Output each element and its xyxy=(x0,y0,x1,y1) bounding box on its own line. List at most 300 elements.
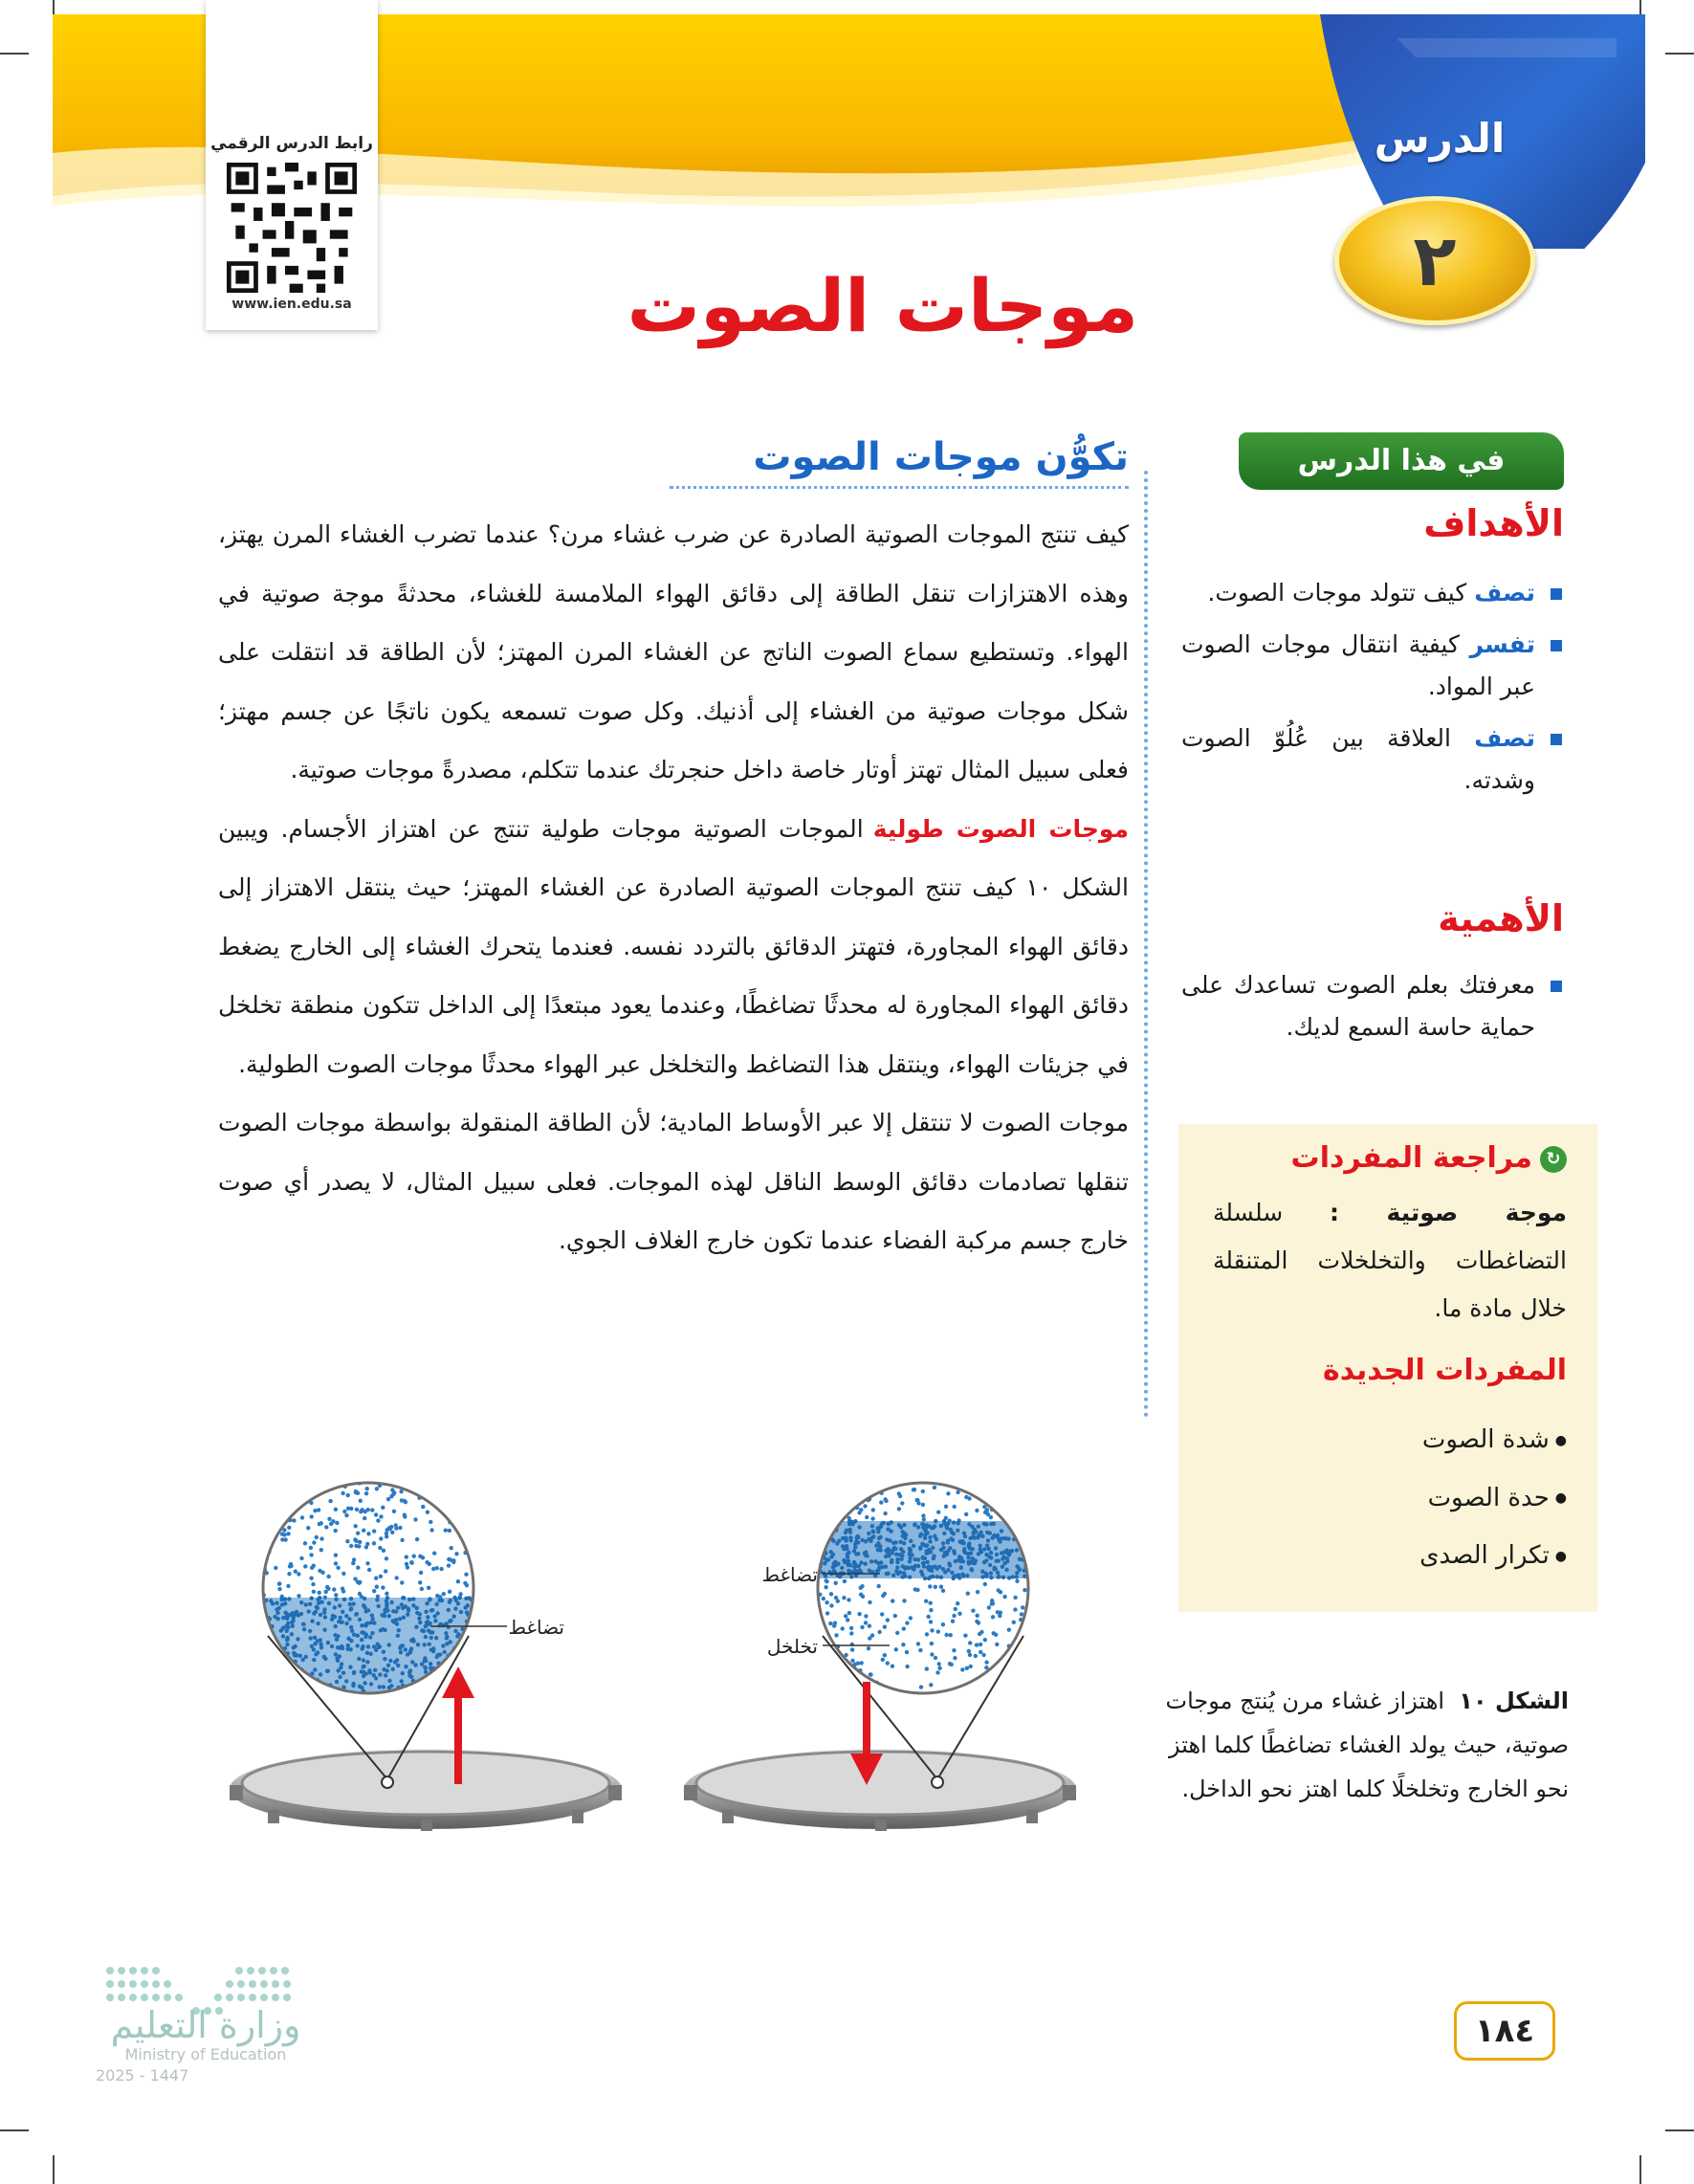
air-particle xyxy=(399,1650,403,1654)
air-particle xyxy=(278,1497,282,1501)
air-particle xyxy=(416,1689,420,1693)
air-particle xyxy=(870,1524,874,1528)
air-particle xyxy=(847,1498,850,1502)
air-particle xyxy=(282,1670,286,1674)
air-particle xyxy=(824,1585,827,1589)
air-particle xyxy=(880,1612,884,1616)
air-particle xyxy=(319,1600,323,1604)
air-particle xyxy=(374,1512,378,1516)
air-particle xyxy=(372,1529,376,1533)
new-vocab-heading: المفردات الجديدة xyxy=(1323,1354,1567,1387)
air-particle xyxy=(465,1610,469,1614)
air-particle xyxy=(435,1655,439,1659)
drum-left xyxy=(230,1749,622,1831)
air-particle xyxy=(968,1641,972,1644)
air-particle xyxy=(268,1686,272,1689)
air-particle xyxy=(982,1522,986,1526)
air-particle xyxy=(942,1555,946,1558)
air-particle xyxy=(336,1566,340,1570)
air-particle xyxy=(1025,1535,1029,1539)
air-particle xyxy=(424,1610,428,1614)
air-particle xyxy=(319,1536,323,1540)
ministry-year: 2025 - 1447 xyxy=(96,2066,189,2085)
air-particle xyxy=(365,1487,369,1490)
air-particle xyxy=(364,1491,368,1495)
air-particle xyxy=(889,1530,892,1533)
air-particle xyxy=(303,1686,307,1689)
air-particle xyxy=(346,1637,350,1641)
air-particle xyxy=(362,1665,365,1668)
air-particle xyxy=(975,1620,979,1623)
air-particle xyxy=(848,1538,852,1542)
air-particle xyxy=(925,1666,929,1670)
air-particle xyxy=(444,1529,448,1533)
air-particle xyxy=(953,1552,957,1555)
air-particle xyxy=(470,1685,473,1688)
air-particle xyxy=(354,1490,358,1494)
air-particle xyxy=(261,1536,265,1540)
air-particle xyxy=(286,1532,290,1535)
air-particle xyxy=(284,1680,288,1684)
air-particle xyxy=(820,1544,824,1548)
air-particle xyxy=(925,1543,929,1547)
air-particle xyxy=(334,1561,338,1565)
importance-text: معرفتك بعلم الصوت تساعدك على حماية حاسة السمع لديك. xyxy=(1181,971,1535,1041)
air-particle xyxy=(363,1681,366,1685)
qr-code[interactable] xyxy=(227,163,357,293)
air-particle xyxy=(937,1666,941,1670)
air-particle xyxy=(332,1587,336,1591)
air-particle xyxy=(362,1603,365,1607)
air-particle xyxy=(441,1644,445,1647)
air-particle xyxy=(829,1485,833,1489)
air-particle xyxy=(897,1491,901,1495)
air-particle xyxy=(946,1568,950,1572)
vocab-definition-text: سلسلة التضاغطات والتخلخلات المتنقلة خلال مادة ما. xyxy=(1213,1199,1567,1322)
air-particle xyxy=(464,1605,468,1609)
air-particle xyxy=(895,1560,899,1564)
air-particle xyxy=(858,1568,862,1572)
air-particle xyxy=(298,1487,302,1490)
air-particle xyxy=(365,1651,369,1655)
air-particle xyxy=(461,1667,465,1671)
air-particle xyxy=(916,1525,920,1529)
air-particle xyxy=(966,1544,970,1548)
air-particle xyxy=(921,1489,925,1493)
air-particle xyxy=(1019,1533,1023,1536)
air-particle xyxy=(970,1568,974,1572)
air-particle xyxy=(922,1517,926,1521)
air-particle xyxy=(319,1645,323,1649)
air-particle xyxy=(428,1597,431,1600)
air-particle xyxy=(898,1570,902,1574)
air-particle xyxy=(322,1628,326,1632)
air-particle xyxy=(344,1621,348,1625)
air-particle xyxy=(399,1482,403,1486)
air-particle xyxy=(390,1488,394,1491)
air-particle xyxy=(885,1537,889,1541)
air-particle xyxy=(378,1672,382,1676)
air-particle xyxy=(456,1579,460,1583)
air-particle xyxy=(942,1532,946,1535)
air-particle xyxy=(1019,1535,1023,1539)
air-particle xyxy=(324,1525,328,1529)
air-particle xyxy=(941,1589,945,1593)
air-particle xyxy=(275,1654,278,1658)
air-particle xyxy=(876,1548,880,1552)
air-particle xyxy=(429,1630,432,1634)
objective-item xyxy=(1181,572,1564,614)
air-particle xyxy=(458,1596,462,1599)
air-particle xyxy=(1023,1543,1027,1547)
air-particle xyxy=(905,1665,909,1668)
air-particle xyxy=(971,1609,975,1613)
air-particle xyxy=(401,1606,405,1610)
air-particle xyxy=(869,1672,872,1676)
air-particle xyxy=(280,1533,284,1536)
air-particle xyxy=(363,1597,366,1600)
air-particle xyxy=(424,1635,428,1639)
air-particle xyxy=(430,1608,434,1612)
air-particle xyxy=(277,1606,281,1610)
air-particle xyxy=(310,1597,314,1600)
air-particle xyxy=(951,1620,955,1623)
air-particle xyxy=(356,1644,360,1647)
air-particle xyxy=(278,1483,282,1487)
air-particle xyxy=(372,1541,376,1545)
air-particle xyxy=(377,1645,381,1649)
air-particle xyxy=(847,1482,851,1486)
air-particle xyxy=(1002,1561,1006,1565)
new-vocab-item: ● تكرار الصدى xyxy=(1419,1527,1567,1585)
air-particle xyxy=(273,1615,276,1619)
air-particle xyxy=(847,1522,851,1526)
air-particle xyxy=(997,1558,1001,1562)
air-particle xyxy=(272,1523,275,1527)
air-particle xyxy=(461,1515,465,1519)
air-particle xyxy=(287,1572,291,1576)
air-particle xyxy=(1015,1548,1019,1552)
air-particle xyxy=(349,1597,353,1600)
air-particle xyxy=(1021,1605,1024,1609)
air-particle xyxy=(983,1638,987,1642)
air-particle xyxy=(876,1530,880,1533)
air-particle xyxy=(280,1598,284,1601)
air-particle xyxy=(991,1615,995,1619)
air-particle xyxy=(833,1621,837,1625)
air-particle xyxy=(385,1604,388,1608)
air-particle xyxy=(356,1532,360,1535)
air-particle xyxy=(266,1675,270,1679)
air-particle xyxy=(435,1594,439,1598)
air-particle xyxy=(875,1689,879,1693)
air-particle xyxy=(850,1647,854,1651)
air-particle xyxy=(470,1637,473,1641)
air-particle xyxy=(330,1644,334,1648)
air-particle xyxy=(408,1650,412,1654)
air-particle xyxy=(456,1632,460,1636)
air-particle xyxy=(996,1494,1000,1498)
air-particle xyxy=(991,1483,995,1487)
air-particle xyxy=(1023,1588,1026,1592)
air-particle xyxy=(890,1560,893,1564)
air-particle xyxy=(927,1568,931,1572)
air-particle xyxy=(975,1643,979,1646)
air-particle xyxy=(842,1504,846,1508)
air-particle xyxy=(358,1580,362,1584)
air-particle xyxy=(433,1619,437,1622)
air-particle xyxy=(365,1660,369,1664)
air-particle xyxy=(411,1597,415,1600)
air-particle xyxy=(944,1633,948,1637)
air-particle xyxy=(930,1652,934,1656)
air-particle xyxy=(383,1657,386,1661)
air-particle xyxy=(279,1499,283,1503)
air-particle xyxy=(857,1612,861,1616)
air-particle xyxy=(319,1685,322,1688)
air-particle xyxy=(311,1582,315,1586)
air-particle xyxy=(882,1483,886,1487)
air-particle xyxy=(445,1642,449,1645)
figure-caption-label: الشكل ١٠ xyxy=(1459,1688,1569,1714)
air-particle xyxy=(405,1562,408,1566)
air-particle xyxy=(420,1628,424,1632)
air-particle xyxy=(834,1563,838,1567)
importance-item xyxy=(1181,964,1564,1048)
air-particle xyxy=(363,1510,367,1513)
air-particle xyxy=(853,1569,857,1573)
air-particle xyxy=(849,1575,853,1578)
air-particle xyxy=(934,1656,937,1660)
air-particle xyxy=(287,1669,291,1673)
air-particle xyxy=(986,1538,990,1542)
air-particle xyxy=(909,1616,913,1620)
air-particle xyxy=(1025,1550,1029,1554)
air-particle xyxy=(454,1552,458,1555)
air-particle xyxy=(327,1517,331,1521)
air-particle xyxy=(857,1685,861,1688)
air-particle xyxy=(439,1567,443,1571)
air-particle xyxy=(1016,1533,1020,1536)
air-particle xyxy=(828,1522,832,1526)
air-particle xyxy=(394,1526,398,1530)
air-particle xyxy=(923,1577,927,1580)
air-particle xyxy=(863,1504,867,1508)
air-particle xyxy=(939,1585,943,1589)
air-particle xyxy=(282,1684,286,1688)
air-particle xyxy=(1012,1689,1016,1693)
air-particle xyxy=(350,1629,354,1633)
air-particle xyxy=(984,1509,988,1512)
air-particle xyxy=(319,1521,323,1525)
air-particle xyxy=(322,1610,326,1614)
bullet-square-icon xyxy=(1551,981,1562,992)
page-number: ١٨٤ xyxy=(1454,2001,1555,2061)
air-particle xyxy=(848,1531,852,1534)
air-particle xyxy=(353,1537,357,1541)
objectives-heading: الأهداف xyxy=(1423,502,1564,544)
air-particle xyxy=(372,1621,376,1624)
air-particle xyxy=(902,1523,906,1527)
bullet-square-icon xyxy=(1551,640,1562,651)
air-particle xyxy=(400,1538,404,1542)
air-particle xyxy=(323,1657,327,1661)
air-particle xyxy=(344,1614,348,1618)
air-particle xyxy=(949,1536,953,1540)
air-particle xyxy=(411,1639,415,1643)
air-particle xyxy=(985,1543,989,1547)
air-particle xyxy=(891,1665,894,1668)
air-particle xyxy=(935,1670,939,1674)
air-particle xyxy=(969,1552,973,1555)
air-particle xyxy=(864,1562,868,1566)
air-particle xyxy=(299,1612,303,1616)
air-particle xyxy=(425,1684,429,1688)
air-particle xyxy=(982,1547,986,1551)
air-particle xyxy=(407,1598,411,1601)
air-particle xyxy=(893,1614,897,1618)
air-particle xyxy=(410,1689,414,1693)
air-particle xyxy=(913,1587,917,1591)
air-particle xyxy=(913,1522,916,1526)
air-particle xyxy=(393,1660,397,1664)
air-particle xyxy=(972,1534,976,1538)
air-particle xyxy=(853,1561,857,1565)
air-particle xyxy=(826,1481,830,1485)
air-particle xyxy=(278,1489,282,1492)
air-particle xyxy=(335,1680,339,1684)
air-particle xyxy=(385,1668,389,1672)
air-particle xyxy=(327,1601,331,1605)
air-particle xyxy=(290,1507,294,1511)
air-particle xyxy=(908,1575,912,1578)
air-particle xyxy=(404,1647,407,1651)
air-particle xyxy=(834,1487,838,1490)
air-particle xyxy=(965,1574,969,1577)
air-particle xyxy=(372,1673,376,1677)
figure-10-membrane xyxy=(230,1464,1090,1846)
air-particle xyxy=(1018,1508,1022,1511)
air-particle xyxy=(449,1599,452,1602)
air-particle xyxy=(397,1628,401,1632)
air-particle xyxy=(854,1552,858,1555)
air-particle xyxy=(1019,1521,1023,1525)
air-particle xyxy=(1023,1519,1027,1523)
air-particle xyxy=(947,1561,951,1565)
air-particle xyxy=(935,1575,939,1578)
air-particle xyxy=(865,1515,869,1519)
air-particle xyxy=(820,1488,824,1491)
air-particle xyxy=(997,1588,1001,1592)
air-particle xyxy=(468,1640,472,1644)
air-particle xyxy=(280,1666,284,1670)
air-particle xyxy=(300,1515,304,1519)
air-particle xyxy=(861,1482,865,1486)
lesson-number-badge xyxy=(1334,196,1535,325)
air-particle xyxy=(1026,1658,1030,1662)
air-particle xyxy=(929,1683,933,1687)
air-particle xyxy=(939,1548,943,1552)
air-particle xyxy=(1019,1664,1023,1667)
air-particle xyxy=(427,1586,430,1590)
air-particle xyxy=(289,1674,293,1678)
air-particle xyxy=(418,1621,422,1624)
air-particle xyxy=(984,1574,988,1577)
air-particle xyxy=(820,1529,824,1533)
air-particle xyxy=(835,1541,839,1545)
air-particle xyxy=(268,1647,272,1651)
air-particle xyxy=(375,1585,379,1589)
air-particle xyxy=(975,1509,979,1512)
air-particle xyxy=(375,1598,379,1601)
air-particle xyxy=(400,1580,404,1584)
air-particle xyxy=(859,1586,863,1590)
vocab-review-label: مراجعة المفردات xyxy=(1290,1141,1532,1175)
air-particle xyxy=(376,1595,380,1599)
air-particle xyxy=(902,1626,906,1630)
air-particle xyxy=(826,1689,830,1693)
air-particle xyxy=(291,1611,295,1615)
air-particle xyxy=(963,1634,967,1638)
air-particle xyxy=(352,1633,356,1637)
air-particle xyxy=(334,1529,338,1533)
air-particle xyxy=(964,1512,968,1516)
air-particle xyxy=(901,1643,905,1646)
air-particle xyxy=(989,1571,993,1575)
crop-mark xyxy=(0,2129,29,2131)
air-particle xyxy=(344,1513,348,1517)
air-particle xyxy=(341,1610,344,1614)
air-particle xyxy=(933,1524,936,1528)
air-particle xyxy=(299,1600,303,1604)
air-particle xyxy=(1015,1496,1019,1500)
air-particle xyxy=(915,1498,919,1502)
air-particle xyxy=(447,1608,451,1612)
air-particle xyxy=(365,1561,369,1565)
air-particle xyxy=(817,1678,821,1682)
air-particle xyxy=(265,1516,269,1520)
air-particle xyxy=(979,1650,982,1654)
air-particle xyxy=(469,1627,473,1631)
objective-verb: تصف xyxy=(1474,724,1535,752)
air-particle xyxy=(309,1636,313,1640)
air-particle xyxy=(1001,1576,1005,1579)
air-particle xyxy=(868,1569,871,1573)
air-particle xyxy=(334,1598,338,1601)
new-vocab-item: ● شدة الصوت xyxy=(1419,1411,1567,1469)
air-particle xyxy=(1015,1579,1019,1583)
air-particle xyxy=(844,1487,847,1490)
air-particle xyxy=(967,1560,971,1564)
air-particle xyxy=(443,1650,447,1654)
air-particle xyxy=(373,1668,377,1672)
air-particle xyxy=(817,1544,821,1548)
air-particle xyxy=(262,1661,266,1665)
qr-card[interactable] xyxy=(206,0,378,330)
air-particle xyxy=(856,1534,860,1538)
air-particle xyxy=(1007,1576,1011,1579)
air-particle xyxy=(1007,1628,1011,1632)
air-particle xyxy=(396,1664,400,1667)
air-particle xyxy=(262,1651,266,1655)
air-particle xyxy=(958,1559,962,1563)
air-particle xyxy=(822,1669,825,1673)
air-particle xyxy=(907,1566,911,1570)
air-particle xyxy=(886,1551,890,1555)
air-particle xyxy=(431,1646,435,1650)
air-particle xyxy=(936,1629,940,1633)
ministry-name-en: Ministry of Education xyxy=(124,2045,287,2063)
